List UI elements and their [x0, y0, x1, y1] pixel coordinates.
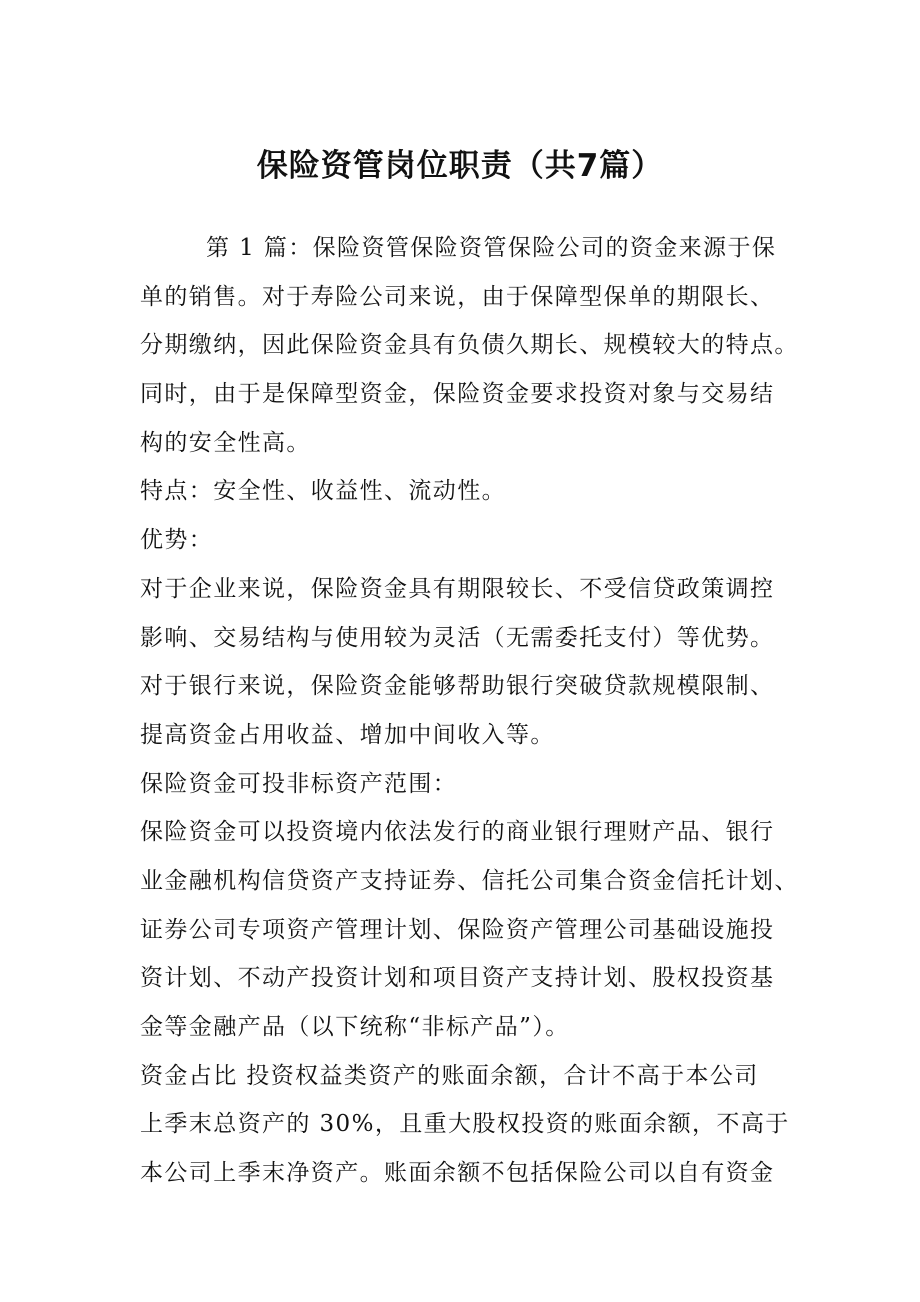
- paragraph-line: 同时，由于是保障型资金，保险资金要求投资对象与交易结: [140, 381, 775, 408]
- paragraph-line: 证券公司专项资产管理计划、保险资产管理公司基础设施投: [140, 916, 775, 943]
- paragraph-line: 提高资金占用收益、增加中间收入等。: [140, 721, 555, 748]
- paragraph-line: 对于银行来说，保险资金能够帮助银行突破贷款规模限制、: [140, 673, 775, 700]
- paragraph-line: 上季末总资产的 30%，且重大股权投资的账面余额，不高于: [140, 1111, 790, 1138]
- paragraph-line: 保险资金可投非标资产范围：: [140, 770, 458, 797]
- paragraph-line: 构的安全性高。: [140, 429, 311, 456]
- paragraph-line: 分期缴纳，因此保险资金具有负债久期长、规模较大的特点。: [140, 332, 799, 359]
- document-title: 保险资管岗位职责（共7篇）: [256, 148, 664, 184]
- paragraph-line: 优势：: [140, 527, 214, 554]
- paragraph-line: 保险资金可以投资境内依法发行的商业银行理财产品、银行: [140, 819, 775, 846]
- paragraph-line: 特点：安全性、收益性、流动性。: [140, 478, 506, 505]
- paragraph-line: 金等金融产品（以下统称“非标产品”）。: [140, 1014, 570, 1040]
- paragraph-line: 影响、交易结构与使用较为灵活（无需委托支付）等优势。: [140, 624, 775, 651]
- paragraph-line: 资金占比 投资权益类资产的账面余额，合计不高于本公司: [140, 1062, 759, 1089]
- paragraph-line: 业金融机构信贷资产支持证券、信托公司集合资金信托计划、: [140, 867, 799, 894]
- paragraph-line: 本公司上季末净资产。账面余额不包括保险公司以自有资金: [140, 1160, 775, 1187]
- paragraph-line: 对于企业来说，保险资金具有期限较长、不受信贷政策调控: [140, 575, 775, 602]
- paragraph-line: 资计划、不动产投资计划和项目资产支持计划、股权投资基: [140, 965, 775, 992]
- paragraph-line: 单的销售。对于寿险公司来说，由于保障型保单的期限长、: [140, 283, 775, 310]
- paragraph-line: 第 1 篇：保险资管保险资管保险公司的资金来源于保: [206, 235, 777, 261]
- document-body: [140, 224, 799, 1198]
